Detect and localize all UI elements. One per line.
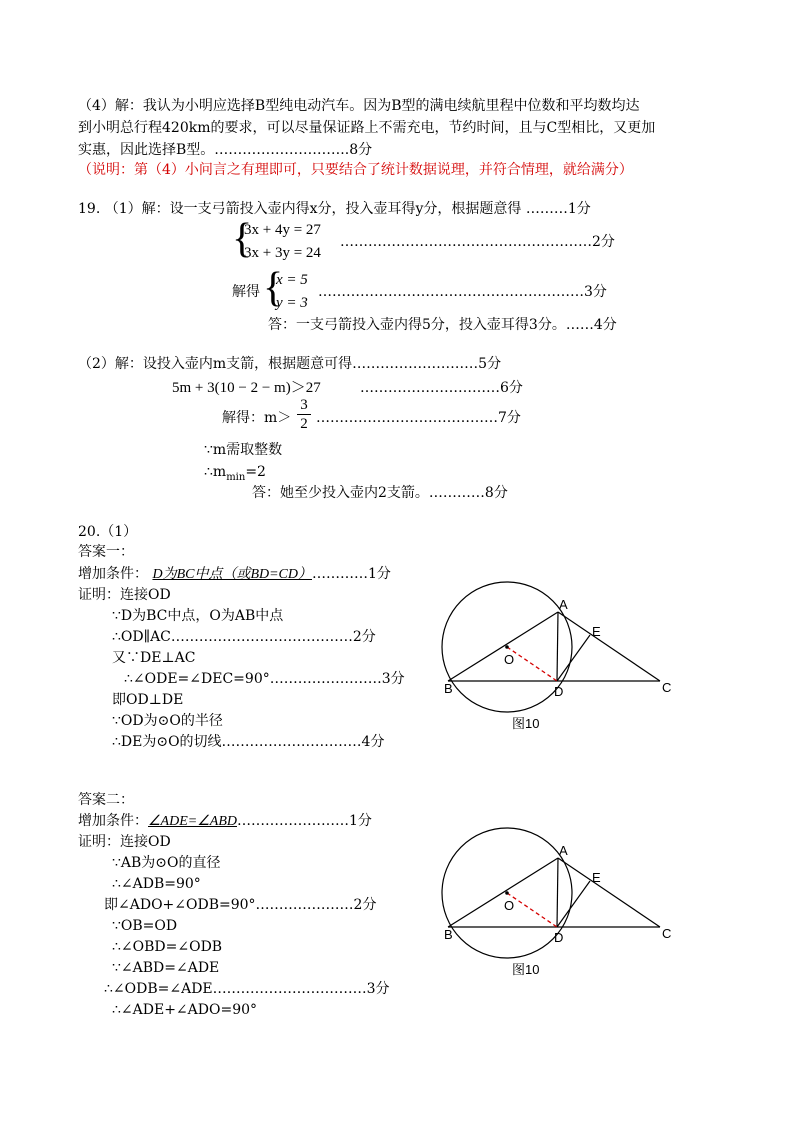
label-b-2: B (444, 927, 453, 942)
q20-ans1-cond-dots: …………1分 (312, 566, 391, 582)
label-o: O (504, 652, 515, 667)
line-de-2 (557, 881, 590, 927)
q20-ans2-title: 答案二： (78, 792, 134, 808)
line-ba (448, 612, 558, 681)
q19-solve2-label: 解得：m＞ (222, 410, 292, 426)
q20-ans2-line-1: ∵AB为⊙O的直径 (112, 855, 221, 871)
q19-answer2: 答：她至少投入壶内2支箭。…………8分 (252, 485, 508, 501)
line-od-2 (507, 893, 557, 927)
label-a: A (559, 597, 568, 612)
q20-ans2-line-0: 证明：连接OD (78, 834, 171, 850)
p4-line3: 实惠，因此选择B型。………………………..8分 (78, 142, 373, 158)
label-e: E (592, 624, 601, 639)
geometry-figure-1 (430, 580, 690, 740)
q20-ans2-line-4: ∵OB=OD (112, 918, 178, 934)
q20-ans1-line-3: 又∵DE⊥AC (112, 650, 196, 666)
q20-ans1-line-6: ∵OD为⊙O的半径 (112, 713, 223, 729)
q19-fraction (297, 396, 311, 433)
q19-therefore-m: ∴m (204, 464, 227, 480)
q20-ans1-line-5: 即OD⊥DE (112, 692, 184, 708)
q20-ans1-line-1: ∵D为BC中点，O为AB中点 (112, 608, 284, 624)
point-o (505, 645, 509, 649)
label-c: C (662, 680, 672, 695)
q19-ineq-dots: …………………………6分 (360, 380, 523, 396)
q20-ans1-line-4: ∴∠ODE=∠DEC=90°……………………3分 (124, 671, 405, 687)
line-od (507, 647, 557, 681)
q20-ans2-condition (78, 811, 372, 832)
q19-therefore-val: =2 (245, 464, 266, 480)
q20-ans1-cond: D为BC中点（或BD=CD） (152, 567, 313, 582)
p4-line2: 到小明总行程420km的要求，可以尽量保证路上不需充电，节约时间，且与C型相比，又更加 (78, 120, 656, 136)
system-brace-1: { (232, 216, 253, 262)
q20-head: 20.（1） (78, 524, 138, 540)
q20-ans1-cond-label: 增加条件： (78, 566, 148, 582)
frac-numerator: 3 (300, 397, 308, 413)
q20-ans2-line-7: ∴∠ODB=∠ADE……………………………3分 (104, 981, 390, 997)
q19-ineq: 5m + 3(10 − 2 − m)＞27 (172, 380, 321, 396)
q19-solve-label: 解得 (232, 284, 260, 300)
p4-note: （说明：第（4）小问言之有理即可，只要结合了统计数据说理，并符合情理，就给满分） (78, 162, 633, 178)
q19-sol-dots: …………………………………………………3分 (318, 284, 607, 300)
q20-ans1-line-7: ∴DE为⊙O的切线…………………………4分 (112, 734, 385, 750)
q19-eq2: 3x + 3y = 24 (244, 245, 321, 261)
label-d-2: D (554, 930, 564, 945)
q20-ans1-title: 答案一： (78, 544, 134, 560)
q19-sol1: x = 5 (276, 272, 308, 288)
figure-caption-2: 图10 (512, 962, 540, 977)
q20-ans1-line-2: ∴OD∥AC…………………………………2分 (112, 629, 376, 645)
q20-ans2-cond-dots: ……………………1分 (236, 813, 372, 829)
q20-ans2-line-8: ∴∠ADE+∠ADO=90° (112, 1002, 258, 1018)
line-ac-2 (558, 858, 660, 927)
system-brace-2: { (263, 265, 284, 311)
q19-eq1: 3x + 4y = 27 (244, 222, 321, 238)
point-o-2 (505, 891, 509, 895)
line-ad-2 (557, 858, 558, 927)
q20-ans2-line-2: ∴∠ADB=90° (112, 876, 201, 892)
q20-ans2-line-5: ∴∠OBD=∠ODB (112, 939, 223, 955)
q20-ans2-line-3: 即∠ADO+∠ODB=90°…………………2分 (104, 897, 377, 913)
q19-intro: 19. （1）解：设一支弓箭投入壶内得x分，投入壶耳得y分，根据题意得 ………1分 (78, 201, 591, 217)
q19-eq-dots: ………………………………………………2分 (340, 234, 615, 250)
frac-denominator: 2 (300, 416, 308, 432)
q20-ans2-cond: ∠ADE=∠ABD (148, 814, 237, 829)
q20-ans2-line-6: ∵∠ABD=∠ADE (112, 960, 220, 976)
figure-caption-1: 图10 (512, 716, 540, 731)
q20-ans1-condition (78, 564, 391, 585)
geometry-figure-2 (430, 826, 690, 986)
q19-answer1: 答：一支弓箭投入壶内得5分，投入壶耳得3分。……4分 (268, 317, 617, 333)
q19-because: ∵m需取整数 (204, 442, 283, 458)
line-de (557, 635, 590, 681)
label-e-2: E (592, 870, 601, 885)
line-ac (558, 612, 660, 681)
label-d: D (554, 684, 564, 699)
q19-sol2: y = 3 (276, 295, 308, 311)
label-c-2: C (662, 926, 672, 941)
q19-therefore-sub: min (226, 471, 246, 483)
p4-line1: （4）解：我认为小明应选择B型纯电动汽车。因为B型的满电续航里程中位数和平均数均达 (78, 98, 640, 114)
q19-solve2-dots: …………………………………7分 (316, 410, 521, 426)
label-a-2: A (559, 843, 568, 858)
line-ad (557, 612, 558, 681)
q20-ans2-cond-label: 增加条件： (78, 813, 148, 829)
line-ba-2 (448, 858, 558, 927)
q20-ans1-line-0: 证明：连接OD (78, 587, 171, 603)
label-o-2: O (504, 898, 515, 913)
label-b: B (444, 681, 453, 696)
q19-part2-intro: （2）解：设投入壶内m支箭，根据题意可得………………………5分 (78, 356, 502, 372)
